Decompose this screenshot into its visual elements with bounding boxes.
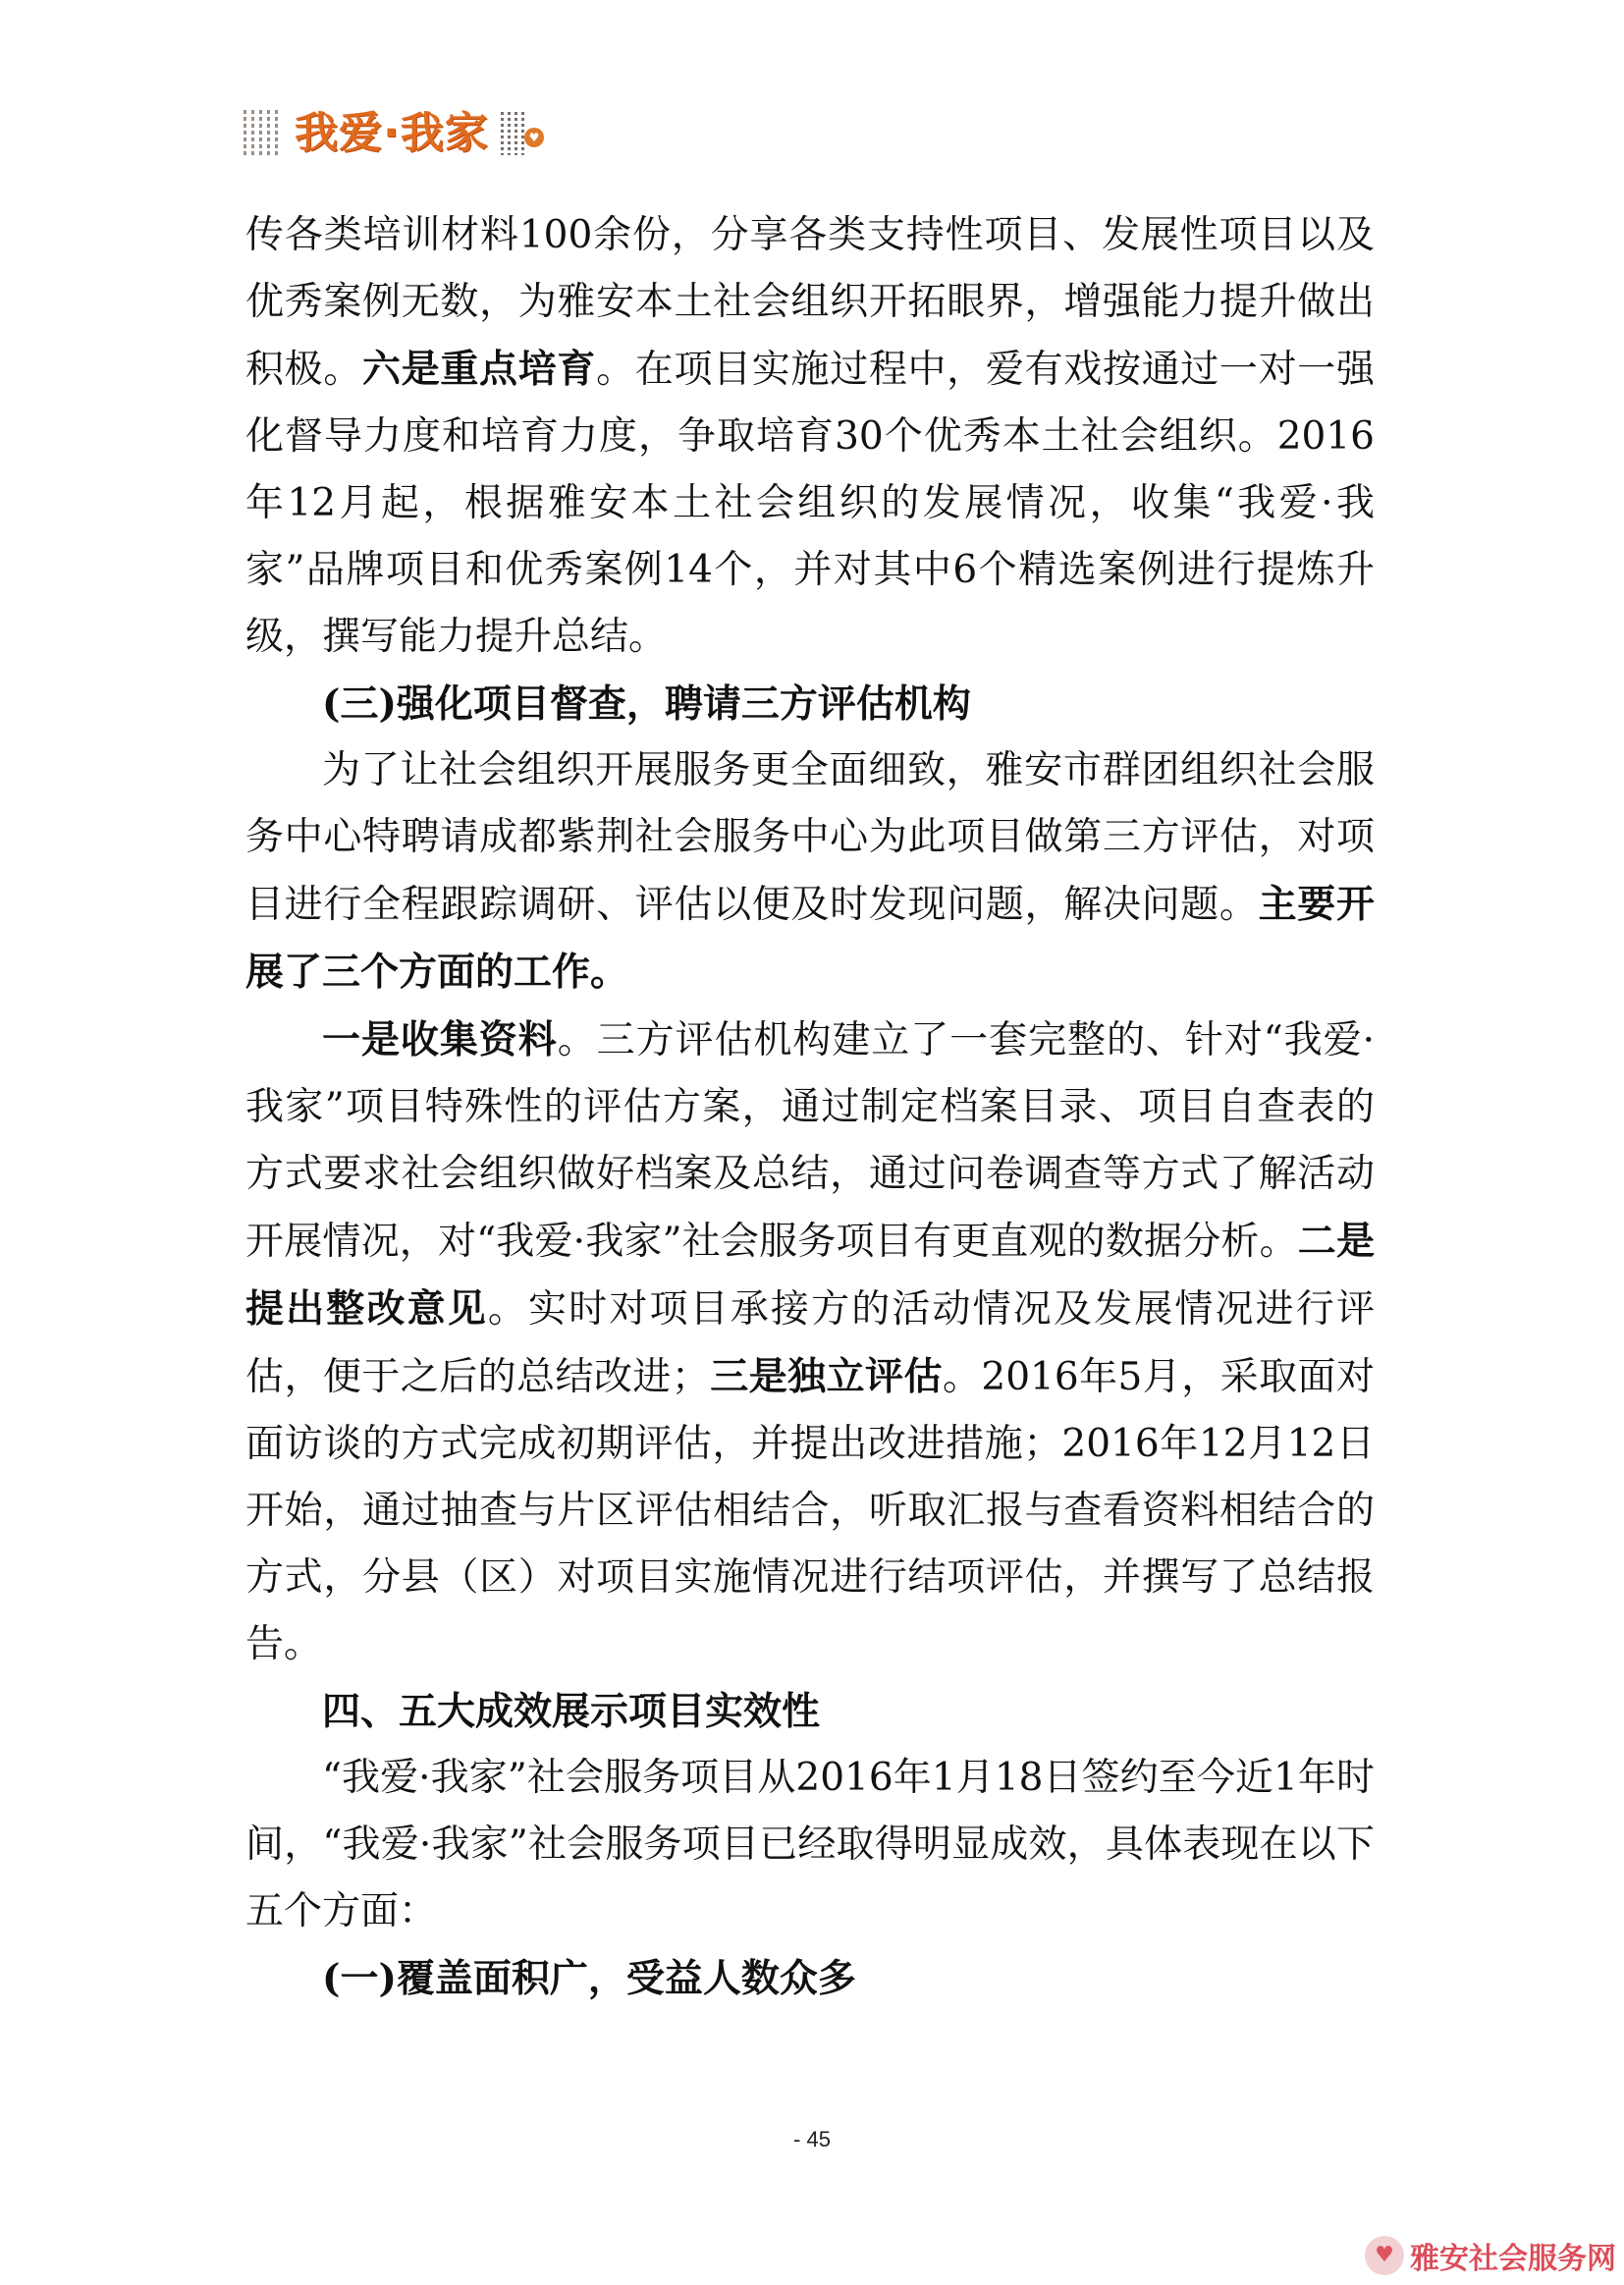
- bold-text-run: 六是重点培育: [362, 347, 597, 392]
- bold-text-run: 一是收集资料: [322, 1017, 558, 1062]
- paragraph: [245, 737, 1375, 1006]
- watermark: [1365, 2232, 1616, 2279]
- page-number: - 45: [793, 2127, 831, 2151]
- logo-title: 我爱·我家: [295, 108, 489, 158]
- text-run: 。2016年5月，采取面对面访谈的方式完成初期评估，并提出改进措施；2016年12月12日开始，通过抽查与片区评估相结合，听取汇报与查看资料相结合的方式，分县（区）对项目实施情况进行结项评估，并撰写了总结报告。: [245, 1355, 1375, 1666]
- text-run: 传各类培训材料100余份，分享各类支持性项目、发展性项目以及优秀案例无数，为雅安本土社会组织开拓眼界，增强能力提升做出积极。: [245, 213, 1375, 392]
- section-heading: [245, 671, 1375, 737]
- bold-text-run: 四、五大成效展示项目实效性: [322, 1689, 821, 1734]
- bold-text-run: (一)覆盖面积广，受益人数众多: [322, 1956, 856, 2001]
- text-run: “我爱·我家”社会服务项目从2016年1月18日签约至今近1年时间，“我爱·我家”社会服务项目已经取得明显成效，具体表现在以下五个方面：: [245, 1756, 1375, 1933]
- paragraph: [245, 202, 1375, 671]
- logo-decoration-left: [244, 110, 278, 155]
- heart-logo-icon: ♥: [1365, 2236, 1404, 2275]
- header-logo: [244, 104, 548, 163]
- text-run: 。实时对项目承接方的活动情况及发展情况进行评估，便于之后的总结改进；: [245, 1287, 1375, 1399]
- text-run: 为了让社会组织开展服务更全面细致，雅安市群团组织社会服务中心特聘请成都紫荆社会服务中心为此项目做第三方评估，对项目进行全程跟踪调研、评估以便及时发现问题，解决问题。: [245, 748, 1375, 927]
- logo-decoration-right: [501, 112, 524, 155]
- bold-text-run: 二是提出整改意见: [245, 1219, 1375, 1332]
- text-run: 。三方评估机构建立了一套完整的、针对“我爱·我家”项目特殊性的评估方案，通过制定档案目录、项目自查表的方式要求社会组织做好档案及总结，通过问卷调查等方式了解活动开展情况，对“我爱·我家”社会服务项目有更直观的数据分析。: [245, 1018, 1375, 1264]
- bold-text-run: 主要开展了三个方面的工作。: [245, 882, 1375, 995]
- bold-text-run: 三是独立评估: [709, 1354, 943, 1399]
- section-heading: [245, 1945, 1375, 2012]
- bold-text-run: (三)强化项目督查，聘请三方评估机构: [322, 681, 971, 727]
- heart-icon: ♥: [524, 128, 544, 147]
- paragraph: [245, 1745, 1375, 1945]
- watermark-text: 雅安社会服务网: [1410, 2242, 1616, 2276]
- section-heading: [245, 1678, 1375, 1745]
- paragraph: [245, 1006, 1375, 1678]
- document-body: [245, 202, 1375, 2012]
- text-run: 。在项目实施过程中，爱有戏按通过一对一强化督导力度和培育力度，争取培育30个优秀本土社会组织。2016年12月起，根据雅安本土社会组织的发展情况，收集“我爱·我家”品牌项目和优秀案例14个，并对其中6个精选案例进行提炼升级，撰写能力提升总结。: [245, 348, 1375, 659]
